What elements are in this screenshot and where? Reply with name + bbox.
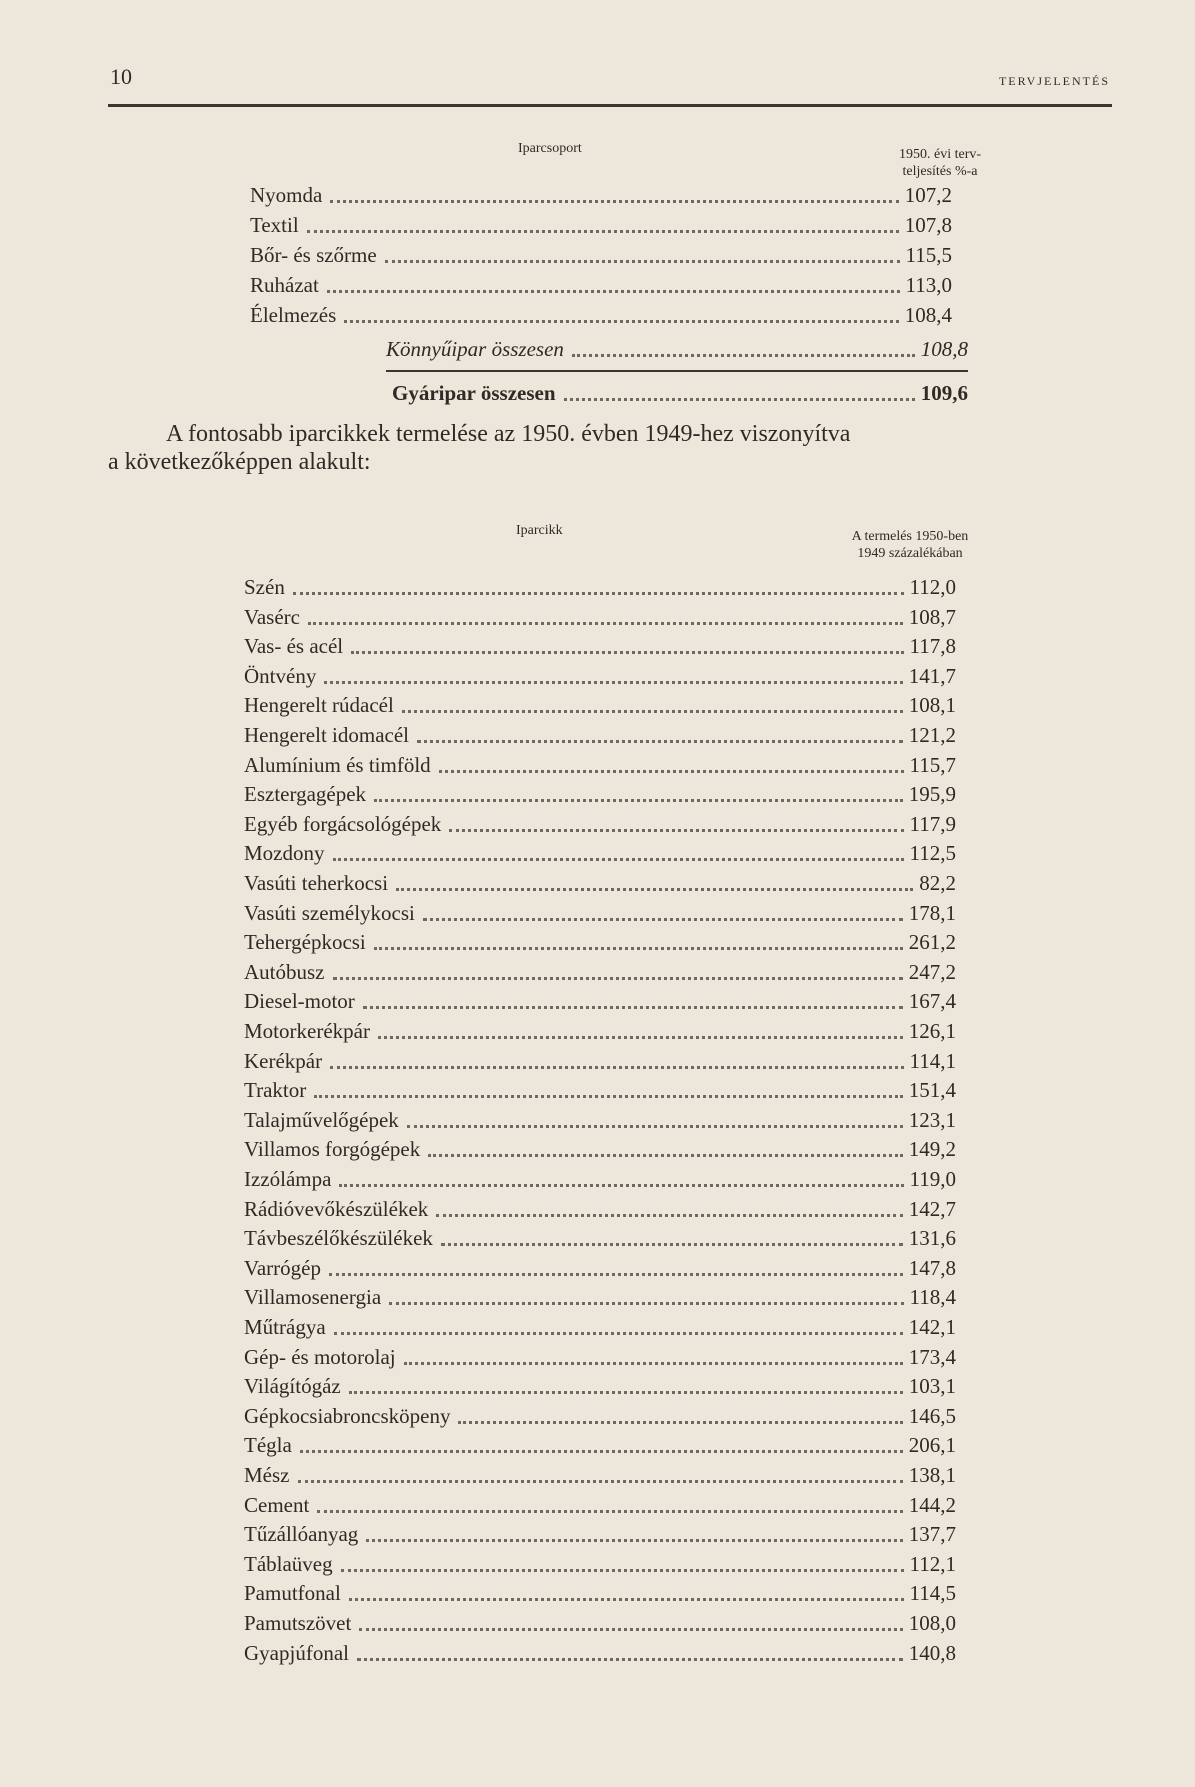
row-value: 144,2 (908, 1492, 956, 1517)
table-row (244, 661, 956, 689)
dot-leader (366, 1539, 902, 1542)
dot-leader (349, 1391, 903, 1394)
row-value: 142,7 (908, 1196, 956, 1221)
dot-leader (449, 829, 903, 832)
table-row (244, 1194, 956, 1222)
table-row (250, 300, 952, 328)
subtotal-value: 108,8 (920, 337, 968, 361)
dot-leader (357, 1658, 903, 1661)
table2-col-value-line1: A termelés 1950-ben (851, 529, 969, 544)
subtotal-rule (386, 370, 968, 372)
row-value: 117,8 (909, 634, 956, 659)
header-rule (108, 104, 1112, 107)
row-value: 142,1 (908, 1315, 956, 1339)
page-number: 10 (110, 64, 132, 89)
dot-leader (344, 320, 898, 323)
dot-leader (363, 1006, 903, 1009)
row-label: Tehergépkocsi (244, 930, 366, 955)
table-row (250, 270, 952, 298)
dot-leader (407, 1125, 903, 1128)
row-value: 108,7 (908, 604, 956, 629)
row-value: 103,1 (908, 1374, 956, 1399)
row-value: 149,2 (908, 1137, 956, 1162)
dot-leader (402, 710, 903, 713)
row-value: 137,7 (908, 1522, 956, 1547)
dot-leader (436, 1214, 902, 1217)
row-label: Vasúti személykocsi (244, 900, 415, 925)
table-row (244, 986, 956, 1014)
dot-leader (404, 1362, 903, 1365)
dot-leader (300, 1450, 903, 1453)
row-label: Cement (244, 1492, 310, 1517)
row-label: Gyapjúfonal (244, 1640, 349, 1665)
row-label: Világítógáz (244, 1374, 341, 1399)
row-value: 146,5 (908, 1403, 956, 1428)
table-row (244, 1401, 956, 1429)
table1-col-value-line1: 1950. évi terv- (898, 147, 982, 162)
row-value: 108,0 (908, 1611, 956, 1635)
table-row (244, 1549, 956, 1577)
table-row (244, 690, 956, 718)
table-row (244, 838, 956, 866)
table2-col-item-header: Iparcikk (516, 523, 563, 538)
row-label: Textil (250, 213, 299, 237)
row-label: Öntvény (244, 663, 317, 688)
row-label: Gép- és motorolaj (244, 1344, 396, 1369)
dot-leader (327, 290, 900, 293)
row-label: Bőr- és szőrme (250, 243, 377, 267)
row-label: Vas- és acél (244, 634, 344, 659)
row-label: Élelmezés (250, 303, 337, 327)
row-label: Tűzállóanyag (244, 1522, 359, 1547)
table-row (244, 1164, 956, 1192)
row-value: 140,8 (908, 1640, 956, 1665)
table-row (244, 927, 956, 955)
dot-leader (324, 681, 902, 684)
table-row (244, 868, 956, 896)
table-row (250, 240, 952, 268)
row-label: Nyomda (250, 183, 323, 207)
row-value: 118,4 (909, 1285, 956, 1310)
table-row (244, 1134, 956, 1162)
row-label: Pamutfonal (244, 1581, 341, 1606)
dot-leader (572, 354, 915, 357)
row-value: 108,4 (904, 303, 952, 327)
row-value: 114,1 (909, 1048, 956, 1073)
dot-leader (341, 1569, 904, 1572)
dot-leader (396, 888, 913, 891)
table-row (244, 1460, 956, 1488)
row-label: Villamosenergia (244, 1285, 382, 1310)
dot-leader (329, 1273, 903, 1276)
table-row (244, 1430, 956, 1458)
row-label: Esztergagépek (244, 782, 367, 807)
paragraph-line-2: a következőképpen alakult: (108, 449, 371, 475)
row-label: Hengerelt rúdacél (244, 693, 394, 718)
dot-leader (378, 1036, 903, 1039)
row-value: 247,2 (908, 959, 956, 984)
table-row (244, 1371, 956, 1399)
row-value: 82,2 (919, 871, 956, 895)
row-label: Távbeszélőkészülékek (244, 1226, 433, 1251)
row-value: 167,4 (908, 989, 956, 1014)
paragraph-line-1: A fontosabb iparcikkek termelése az 1950. évben 1949-hez viszonyítva (166, 421, 851, 447)
table-row (250, 180, 952, 208)
table2-col-value-line2: 1949 százalékában (857, 546, 963, 561)
table-row (244, 957, 956, 985)
row-value: 115,5 (905, 243, 952, 267)
table-row (244, 602, 956, 630)
total-value: 109,6 (920, 381, 968, 405)
row-value: 126,1 (908, 1019, 956, 1043)
row-label: Gépkocsiabroncsköpeny (244, 1403, 451, 1428)
row-value: 151,4 (908, 1078, 956, 1103)
row-label: Vasérc (244, 604, 300, 629)
row-label: Motorkerékpár (244, 1019, 370, 1043)
row-value: 147,8 (908, 1255, 956, 1280)
row-value: 173,4 (908, 1344, 956, 1369)
row-label: Szén (244, 575, 285, 599)
table-row (244, 1519, 956, 1547)
row-label: Villamos forgógépek (244, 1137, 421, 1162)
row-value: 117,9 (909, 811, 956, 836)
row-label: Alumínium és timföld (244, 752, 431, 777)
row-value: 112,0 (909, 575, 956, 599)
row-value: 178,1 (908, 900, 956, 925)
row-value: 114,5 (909, 1581, 956, 1606)
dot-leader (458, 1421, 902, 1424)
dot-leader (564, 398, 915, 401)
table-row (244, 1342, 956, 1370)
table1-total-row (392, 378, 968, 406)
dot-leader (374, 947, 903, 950)
row-value: 123,1 (908, 1107, 956, 1132)
dot-leader (351, 651, 903, 654)
dot-leader (333, 858, 904, 861)
table-row (244, 750, 956, 778)
dot-leader (330, 1066, 903, 1069)
row-label: Kerékpár (244, 1048, 323, 1073)
dot-leader (374, 799, 903, 802)
table-row (244, 1312, 956, 1340)
table-row (244, 1223, 956, 1251)
running-title: TERVJELENTÉS (998, 74, 1110, 88)
row-label: Pamutszövet (244, 1611, 352, 1635)
table2-col-value-header (820, 528, 1000, 562)
dot-leader (423, 918, 903, 921)
row-value: 112,5 (909, 841, 956, 866)
table-row (244, 1046, 956, 1074)
dot-leader (334, 1332, 903, 1335)
table-row (244, 809, 956, 837)
table-row (244, 631, 956, 659)
table-row (250, 210, 952, 238)
table-row (244, 1608, 956, 1636)
row-value: 112,1 (909, 1551, 956, 1576)
table-row (244, 1638, 956, 1666)
row-label: Hengerelt idomacél (244, 723, 410, 747)
dot-leader (417, 740, 903, 743)
dot-leader (428, 1154, 903, 1157)
table-row (244, 572, 956, 600)
row-value: 121,2 (908, 723, 956, 747)
dot-leader (314, 1095, 903, 1098)
row-label: Rádióvevőkészülékek (244, 1196, 429, 1221)
row-label: Mész (244, 1463, 290, 1487)
dot-leader (330, 200, 898, 203)
row-value: 113,0 (905, 273, 952, 297)
dot-leader (385, 260, 900, 263)
dot-leader (439, 770, 904, 773)
table-row (244, 1016, 956, 1044)
row-value: 107,2 (904, 183, 952, 207)
row-value: 119,0 (909, 1167, 956, 1191)
row-label: Mozdony (244, 841, 325, 866)
dot-leader (359, 1628, 902, 1631)
dot-leader (333, 977, 903, 980)
table-row (244, 1490, 956, 1518)
row-label: Műtrágya (244, 1315, 326, 1339)
table-row (244, 1578, 956, 1606)
table-row (244, 898, 956, 926)
row-label: Ruházat (250, 273, 319, 297)
row-label: Táblaüveg (244, 1551, 333, 1576)
row-value: 261,2 (908, 930, 956, 955)
table1-col-value-header (870, 146, 1010, 180)
row-label: Tégla (244, 1433, 292, 1458)
row-value: 115,7 (909, 752, 956, 777)
table-row (244, 1075, 956, 1103)
dot-leader (307, 230, 899, 233)
row-value: 107,8 (904, 213, 952, 237)
row-value: 206,1 (908, 1433, 956, 1458)
row-label: Talajművelőgépek (244, 1107, 399, 1132)
dot-leader (349, 1598, 904, 1601)
dot-leader (317, 1510, 902, 1513)
row-label: Varrógép (244, 1255, 321, 1280)
body-paragraph (108, 420, 1118, 476)
row-label: Izzólámpa (244, 1167, 332, 1191)
table1-col-group-header: Iparcsoport (518, 141, 582, 156)
table-row (244, 1253, 956, 1281)
dot-leader (298, 1480, 903, 1483)
dot-leader (389, 1302, 903, 1305)
row-label: Autóbusz (244, 959, 325, 984)
row-label: Egyéb forgácsológépek (244, 811, 442, 836)
table1-col-value-line2: teljesítés %-a (902, 164, 978, 179)
row-value: 141,7 (908, 663, 956, 688)
row-label: Vasúti teherkocsi (244, 871, 389, 895)
row-label: Traktor (244, 1078, 307, 1103)
row-value: 131,6 (908, 1226, 956, 1251)
running-head (110, 64, 1110, 104)
table1-subtotal-row (386, 334, 968, 362)
table-row (244, 720, 956, 748)
row-value: 195,9 (908, 782, 956, 807)
table-row (244, 1105, 956, 1133)
row-value: 138,1 (908, 1463, 956, 1487)
subtotal-label: Könnyűipar összesen (386, 337, 564, 361)
table-row (244, 1282, 956, 1310)
total-label: Gyáripar összesen (392, 381, 556, 405)
dot-leader (308, 622, 903, 625)
dot-leader (339, 1184, 903, 1187)
row-value: 108,1 (908, 693, 956, 718)
dot-leader (441, 1243, 903, 1246)
dot-leader (293, 592, 904, 595)
table-row (244, 779, 956, 807)
row-label: Diesel-motor (244, 989, 355, 1014)
